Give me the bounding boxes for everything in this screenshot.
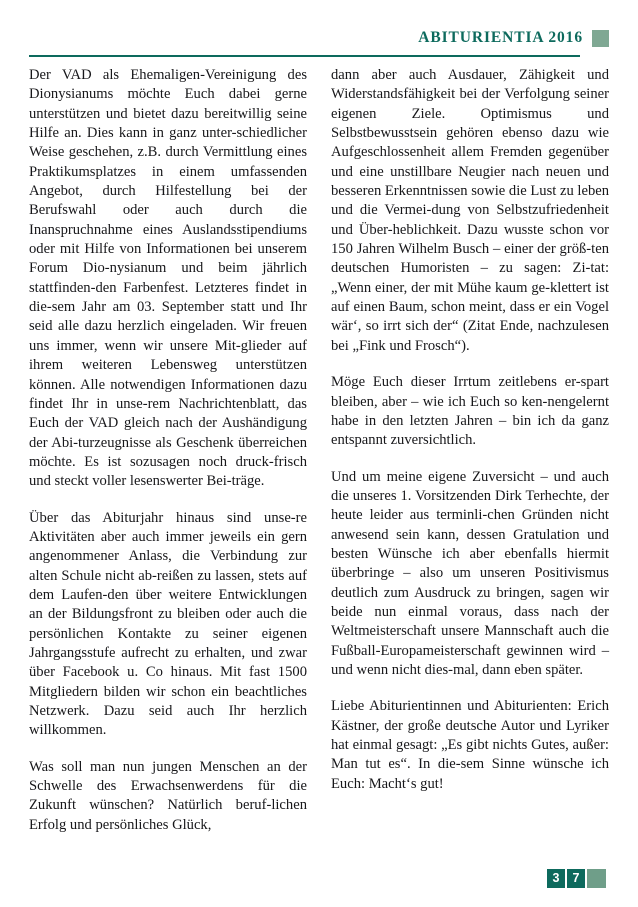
article-body: [29, 66, 609, 835]
paragraph: Was soll man nun jungen Menschen an der Schwelle des Erwachsenwerdens für die Zukunft wünschen? Natürlich beruf-lichen Erfolg und persönliches Glück,: [29, 758, 307, 833]
running-head-title: ABITURIENTIA 2016: [418, 29, 583, 47]
left-column: [29, 66, 307, 835]
header-square-decoration: [592, 30, 609, 47]
footer-square-decoration: [587, 869, 606, 888]
paragraph: Möge Euch dieser Irrtum zeitlebens er-spart bleiben, aber – wie ich Euch so ken-nengelernt habe in den letzten Jahren – bin ich da ganz entspannt zuversichtlich.: [331, 374, 609, 449]
page-number-digit: 3: [547, 869, 565, 888]
running-head: [29, 26, 609, 58]
paragraph: Über das Abiturjahr hinaus sind unse-re Aktivitäten aber auch immer jeweils ein gern angenommener Anlass, die Verbindung zur alten Schule nicht ab-reißen zu lassen, stets auf dem Laufen-den über weitere Entwicklungen an der Bildungsfront zu bleiben oder auch die persönlichen Kontakte zu seiner eigenen Jahrgangsstufe aufrecht zu erhalten, und zwar über Facebook u. Co hinaus. Mit fast 1500 Mitgliedern bilden wir schon ein beachtliches Netzwerk. Dazu seid auch Ihr herzlich willkommen.: [29, 509, 307, 739]
paragraph: Und um meine eigene Zuversicht – und auch die unseres 1. Vorsitzenden Dirk Terhechte, der heute leider aus terminli-chen Gründen nicht anwesend sein kann, dessen Gratulation und besten Wünsche ich aber ebenfalls hiermit überbringe – also um unseren Positivismus deutlich zum Ausdruck zu bringen, sagen wir beide nun einmal voraus, dass nach der Weltmeisterschaft unsere Mannschaft auch die Fußball-Europameisterschaft gewinnen wird – und wenn nicht dies-mal, dann eben später.: [331, 468, 609, 678]
paragraph: Liebe Abiturientinnen und Abiturienten: Erich Kästner, der große deutsche Autor und Lyriker hat einmal gesagt: „Es gibt nichts Gutes, außer: Man tut es“. In die-sem Sinne wünsche ich Euch: Macht‘s gut!: [331, 698, 609, 792]
paragraph: Der VAD als Ehemaligen-Vereinigung des Dionysianums möchte Euch dabei gerne unterstützen und bietet dazu bereitwillig seine Hilfe an. Dies kann in ganz unter-schiedlicher Weise geschehen, z.B. durch Vermittlung eines Praktikumsplatzes in einem umfassenden Angebot, durch Hilfestellung bei der Berufswahl oder auch durch die Inanspruchnahme eines Auslandsstipendiums oder mit Hilfe von Informationen bei unserem Forum Dio-nysianum und beim jährlich stattfinden-den Farbenfest. Letzteres findet in die-sem Jahr am 03. September statt und Ihr seid alle dazu herzlich eingeladen. Wir freuen uns immer, wenn wir unsere Mit-glieder auf ihrem weiteren Lebensweg unterstützen können. Alle notwendigen Informationen dazu findet Ihr in unse-rem Nachrichtenblatt, das Euch der VAD gleich nach der Aushändigung der Abi-turzeugnisse als Geschenk überreichen möchte. Es ist sozusagen noch druck-frisch und steckt voller lesenswerter Bei-träge.: [29, 67, 307, 490]
page-number-digit: 7: [567, 869, 585, 888]
paragraph: dann aber auch Ausdauer, Zähigkeit und Widerstandsfähigkeit bei der Verfolgung seiner eigenen Ziele. Optimismus und Selbstbewusstsein gehören ebenso dazu wie Aufgeschlossenheit allem Fremden gegenüber und eine unstillbare Neugier nach neuen und besseren Erkenntnissen sowie die Lust zu leben und die Vermei-dung von Selbstzufriedenheit und Über-heblichkeit. Dazu wusste schon vor 150 Jahren Wilhelm Busch – einer der größ-ten deutschen Humoristen – zu sagen: Zi-tat: „Wenn einer, der mit Mühe kaum ge-klettert ist auf einen Baum, schon meint, dass er ein Vogel wär‘, so irrt sich der“ (Zitat Ende, nachzulesen bei „Fink und Frosch“).: [331, 67, 610, 354]
right-column: [331, 66, 609, 835]
page-number-badge: [547, 869, 606, 888]
header-divider-rule: [29, 55, 580, 57]
